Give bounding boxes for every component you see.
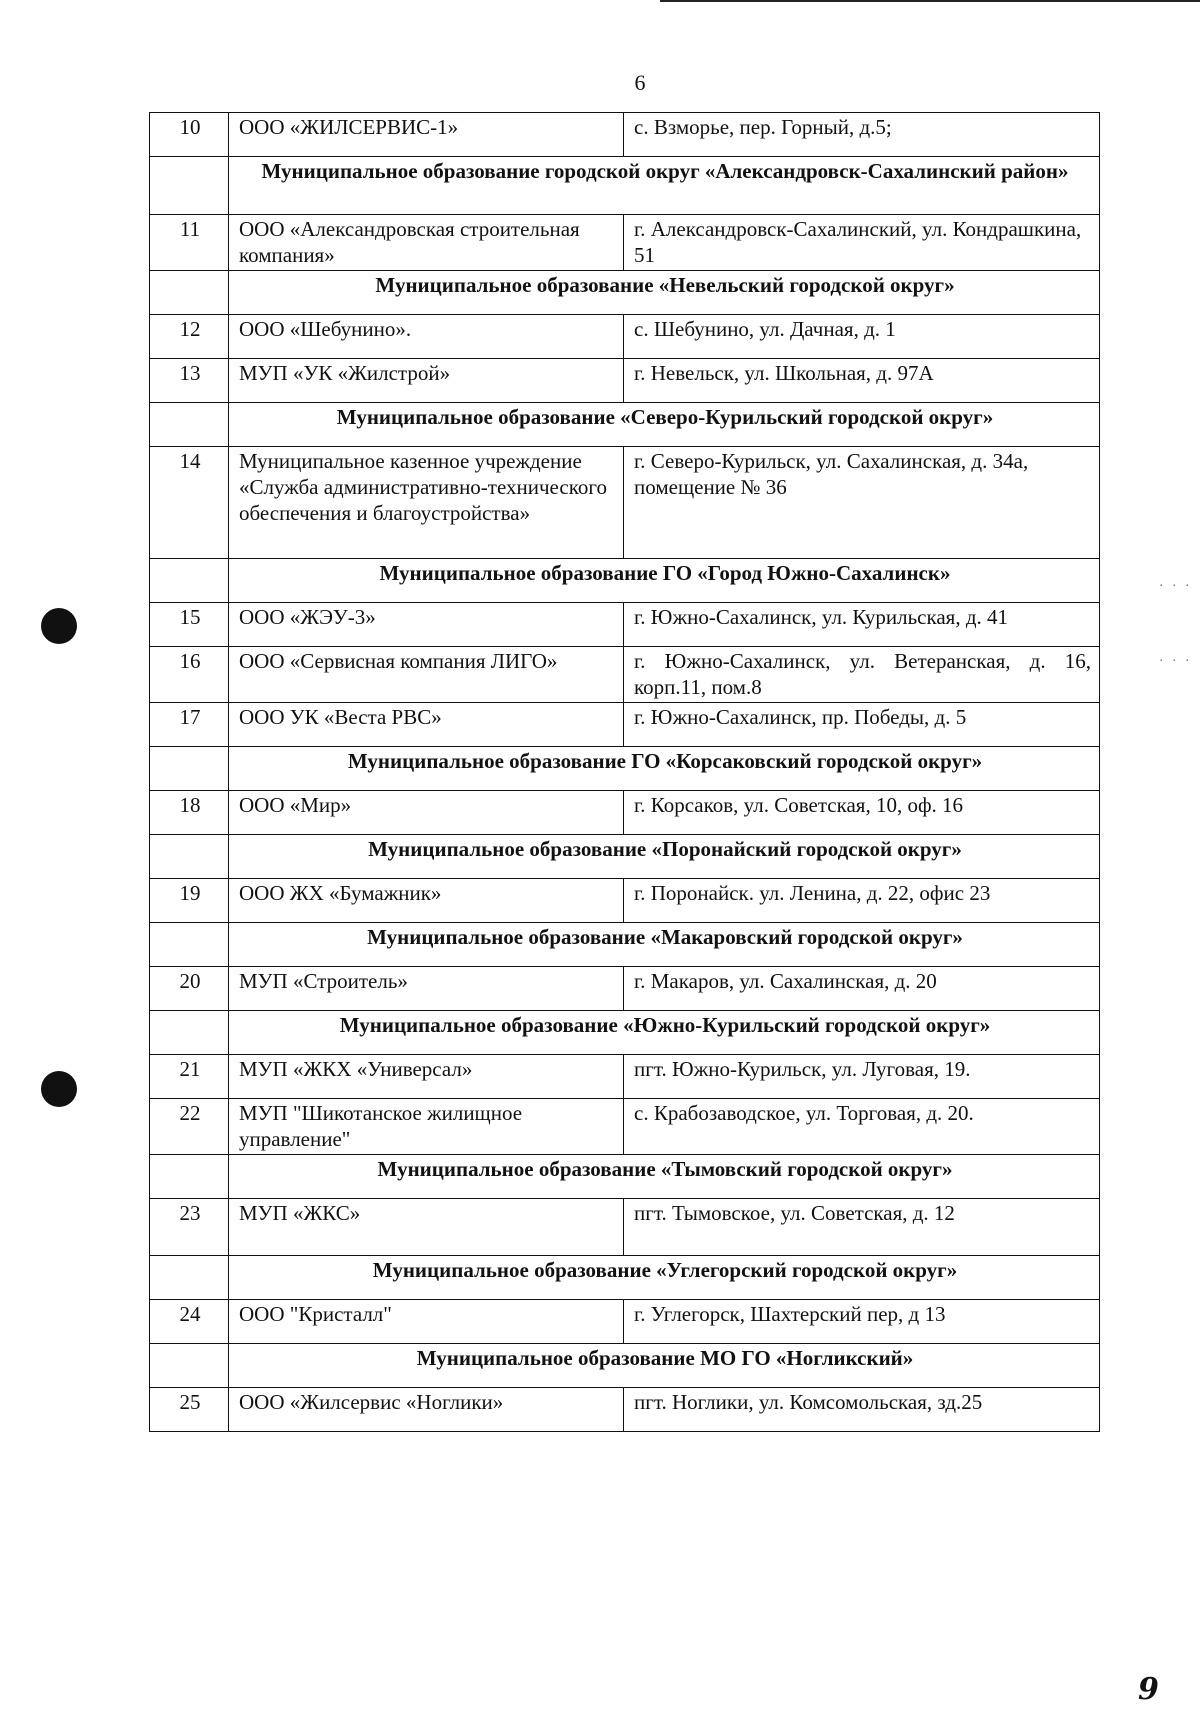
row-number: 14 bbox=[150, 447, 229, 559]
table-row bbox=[150, 603, 1100, 647]
table-row bbox=[150, 1199, 1100, 1256]
section-row bbox=[150, 1155, 1100, 1199]
table-row bbox=[150, 215, 1100, 271]
table-row bbox=[150, 315, 1100, 359]
organization-address: пгт. Южно-Курильск, ул. Луговая, 19. bbox=[624, 1055, 1100, 1099]
organization-address: г. Южно-Сахалинск, ул. Ветеранская, д. 16, корп.11, пом.8 bbox=[624, 647, 1100, 703]
organization-address: пгт. Ноглики, ул. Комсомольская, зд.25 bbox=[624, 1388, 1100, 1432]
section-title: Муниципальное образование «Тымовский городской округ» bbox=[229, 1155, 1100, 1199]
table-row bbox=[150, 703, 1100, 747]
organization-name: ООО «Сервисная компания ЛИГО» bbox=[229, 647, 624, 703]
organization-address: г. Южно-Сахалинск, пр. Победы, д. 5 bbox=[624, 703, 1100, 747]
row-number: 21 bbox=[150, 1055, 229, 1099]
table-row bbox=[150, 359, 1100, 403]
empty-cell bbox=[150, 1344, 229, 1388]
organization-name: МУП «ЖКХ «Универсал» bbox=[229, 1055, 624, 1099]
organization-address: г. Макаров, ул. Сахалинская, д. 20 bbox=[624, 967, 1100, 1011]
binder-hole-top bbox=[41, 608, 77, 644]
organization-name: МУП «Строитель» bbox=[229, 967, 624, 1011]
section-title: Муниципальное образование «Южно-Курильский городской округ» bbox=[229, 1011, 1100, 1055]
row-number: 20 bbox=[150, 967, 229, 1011]
row-number: 12 bbox=[150, 315, 229, 359]
section-row bbox=[150, 1011, 1100, 1055]
table-row bbox=[150, 1099, 1100, 1155]
organization-name: МУП «ЖКС» bbox=[229, 1199, 624, 1256]
organization-address: г. Северо-Курильск, ул. Сахалинская, д. 34а, помещение № 36 bbox=[624, 447, 1100, 559]
section-title: Муниципальное образование «Макаровский городской округ» bbox=[229, 923, 1100, 967]
row-number: 23 bbox=[150, 1199, 229, 1256]
row-number: 13 bbox=[150, 359, 229, 403]
organization-name: Муниципальное казенное учреждение «Служба административно-технического обеспечения и благоустройства» bbox=[229, 447, 624, 559]
organization-address: г. Невельск, ул. Школьная, д. 97А bbox=[624, 359, 1100, 403]
organization-name: ООО «ЖЭУ-3» bbox=[229, 603, 624, 647]
organization-address: с. Взморье, пер. Горный, д.5; bbox=[624, 113, 1100, 157]
organization-name: ООО ЖХ «Бумажник» bbox=[229, 879, 624, 923]
table-row bbox=[150, 1300, 1100, 1344]
organization-address: г. Поронайск. ул. Ленина, д. 22, офис 23 bbox=[624, 879, 1100, 923]
organization-name: ООО "Кристалл" bbox=[229, 1300, 624, 1344]
empty-cell bbox=[150, 835, 229, 879]
organization-address: с. Крабозаводское, ул. Торговая, д. 20. bbox=[624, 1099, 1100, 1155]
table-row bbox=[150, 879, 1100, 923]
organization-name: ООО «Александровская строительная компания» bbox=[229, 215, 624, 271]
organization-name: МУП "Шикотанское жилищное управление" bbox=[229, 1099, 624, 1155]
section-title: Муниципальное образование «Северо-Курильский городской округ» bbox=[229, 403, 1100, 447]
handwritten-mark: 9 bbox=[1138, 1672, 1159, 1707]
section-title: Муниципальное образование ГО «Город Южно-Сахалинск» bbox=[229, 559, 1100, 603]
section-title: Муниципальное образование МО ГО «Ногликский» bbox=[229, 1344, 1100, 1388]
table-row bbox=[150, 447, 1100, 559]
organization-name: ООО «ЖИЛСЕРВИС-1» bbox=[229, 113, 624, 157]
section-row bbox=[150, 747, 1100, 791]
section-row bbox=[150, 559, 1100, 603]
empty-cell bbox=[150, 403, 229, 447]
row-number: 22 bbox=[150, 1099, 229, 1155]
section-row bbox=[150, 835, 1100, 879]
empty-cell bbox=[150, 747, 229, 791]
row-number: 10 bbox=[150, 113, 229, 157]
organization-address: с. Шебунино, ул. Дачная, д. 1 bbox=[624, 315, 1100, 359]
organization-name: МУП «УК «Жилстрой» bbox=[229, 359, 624, 403]
empty-cell bbox=[150, 157, 229, 215]
row-number: 25 bbox=[150, 1388, 229, 1432]
table-row bbox=[150, 1055, 1100, 1099]
row-number: 11 bbox=[150, 215, 229, 271]
organizations-table bbox=[149, 112, 1100, 1432]
organization-address: г. Александровск-Сахалинский, ул. Кондрашкина, 51 bbox=[624, 215, 1100, 271]
table-row bbox=[150, 113, 1100, 157]
row-number: 17 bbox=[150, 703, 229, 747]
empty-cell bbox=[150, 923, 229, 967]
empty-cell bbox=[150, 559, 229, 603]
row-number: 15 bbox=[150, 603, 229, 647]
section-row bbox=[150, 1256, 1100, 1300]
section-title: Муниципальное образование ГО «Корсаковский городской округ» bbox=[229, 747, 1100, 791]
empty-cell bbox=[150, 271, 229, 315]
organization-name: ООО «Жилсервис «Ноглики» bbox=[229, 1388, 624, 1432]
organization-name: ООО УК «Веста РВС» bbox=[229, 703, 624, 747]
table-row bbox=[150, 1388, 1100, 1432]
scan-artifact: . . . bbox=[1159, 575, 1192, 590]
section-row bbox=[150, 403, 1100, 447]
organization-address: пгт. Тымовское, ул. Советская, д. 12 bbox=[624, 1199, 1100, 1256]
page-number: 6 bbox=[634, 70, 646, 95]
section-row bbox=[150, 923, 1100, 967]
row-number: 24 bbox=[150, 1300, 229, 1344]
scan-edge-line bbox=[660, 0, 1200, 2]
row-number: 19 bbox=[150, 879, 229, 923]
row-number: 16 bbox=[150, 647, 229, 703]
section-row bbox=[150, 271, 1100, 315]
section-row bbox=[150, 157, 1100, 215]
section-title: Муниципальное образование «Невельский городской округ» bbox=[229, 271, 1100, 315]
empty-cell bbox=[150, 1256, 229, 1300]
organization-address: г. Корсаков, ул. Советская, 10, оф. 16 bbox=[624, 791, 1100, 835]
section-title: Муниципальное образование городской округ «Александровск-Сахалинский район» bbox=[229, 157, 1100, 215]
section-row bbox=[150, 1344, 1100, 1388]
row-number: 18 bbox=[150, 791, 229, 835]
empty-cell bbox=[150, 1155, 229, 1199]
organization-address: г. Углегорск, Шахтерский пер, д 13 bbox=[624, 1300, 1100, 1344]
section-title: Муниципальное образование «Углегорский городской округ» bbox=[229, 1256, 1100, 1300]
empty-cell bbox=[150, 1011, 229, 1055]
scan-artifact: . . . bbox=[1159, 650, 1192, 665]
table-row bbox=[150, 967, 1100, 1011]
section-title: Муниципальное образование «Поронайский городской округ» bbox=[229, 835, 1100, 879]
organization-address: г. Южно-Сахалинск, ул. Курильская, д. 41 bbox=[624, 603, 1100, 647]
table-row bbox=[150, 647, 1100, 703]
organization-name: ООО «Мир» bbox=[229, 791, 624, 835]
organization-name: ООО «Шебунино». bbox=[229, 315, 624, 359]
table-row bbox=[150, 791, 1100, 835]
binder-hole-bottom bbox=[41, 1071, 77, 1107]
